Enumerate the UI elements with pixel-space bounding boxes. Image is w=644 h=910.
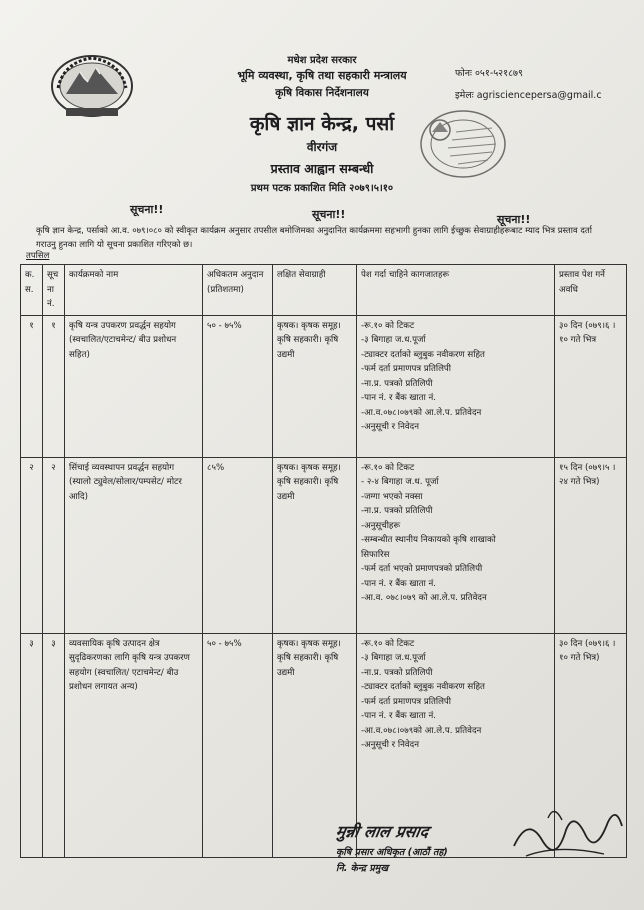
notice-heading-left: सूचना!! (130, 203, 164, 216)
document-item: -३ बिगाहा ज.ध.पूर्जा (361, 653, 426, 663)
tapasil-label: तपसिल (26, 251, 50, 261)
document-item: -आ.व. ०७८।०७९ को आ.ले.प. प्रतिवेदन (361, 593, 487, 603)
ministry-name: भूमि व्यवस्था, कृषि तथा सहकारी मन्त्रालय (237, 69, 407, 82)
header-sn: क. स. (21, 265, 43, 316)
header-grant: अधिकतम अनुदान (प्रतिशतमा) (203, 265, 273, 316)
row-sn: २ (21, 457, 43, 633)
row-program: सिंचाई व्यवस्थापन प्रवर्द्धन सहयोग (स्यालो ट्युवेल/सोलार/पम्पसेट/ मोटर आदि) (65, 457, 203, 633)
document-item: -रू.१० को टिकट (361, 462, 415, 473)
row-sn: ३ (21, 633, 43, 857)
notice-heading-right: सूचना!! (497, 213, 531, 226)
header-deadline: प्रस्ताव पेश गर्ने अवधि (555, 265, 627, 316)
row-program: कृषि यन्त्र उपकरण प्रवर्द्धन सहयोग (स्वचालित/एटाचमेन्ट/ बीउ प्रशोधन सहित) (65, 315, 203, 457)
notice-heading-center: सूचना!! (312, 208, 346, 221)
table-row (21, 457, 627, 633)
row-notice-no: २ (43, 457, 65, 633)
phone-number: फोनः ०५१-५२१८७९ (455, 68, 523, 79)
row-target: कृषक। कृषक समूह। कृषि सहकारी। कृषि उद्यमी (273, 315, 357, 457)
header-program: कार्यक्रमको नाम (65, 265, 203, 316)
notice-intro: कृषि ज्ञान केन्द्र, पर्साको आ.व. ०७९।०८० को स्वीकृत कार्यक्रम अनुसार तपसील बमोजिमका अनुदानित कार्यक्रममा सहभागी हुनका लागि ईच्छुक सेवाग्राहीहरूबाट म्याद भित्र प्रस्ताव दर्ता गराउनु हुनका लागि यो सूचना प्रकाशित गरिएको छ। (36, 226, 592, 250)
program-table (20, 264, 627, 858)
document-item: -ना.प्र. पत्रको प्रतिलिपी (361, 667, 433, 678)
document-item: सिफारिस (361, 549, 390, 560)
row-grant: ८५% (203, 457, 273, 633)
row-target: कृषक। कृषक समूह। कृषि सहकारी। कृषि उद्यमी (273, 633, 357, 857)
document-item: -जग्गा भएको नक्सा (361, 491, 423, 502)
office-seal-icon (418, 108, 508, 180)
signature-block (336, 820, 516, 874)
government-name: मधेश प्रदेश सरकार (287, 55, 357, 66)
document-item: -आ.व.०७८।०७९को आ.ले.प. प्रतिवेदन (361, 407, 482, 418)
document-item: -पान नं. र बैंक खाता नं. (361, 393, 437, 403)
signatory-name: मुन्नी लाल प्रसाद (334, 822, 430, 841)
document-item: -फर्म दर्ता प्रमाणपत्र प्रतिलिपी (361, 696, 452, 707)
document-item: -सम्बन्धीत स्थानीय निकायको कृषि शाखाको (361, 535, 496, 545)
directorate-name: कृषि विकास निर्देशनालय (275, 87, 369, 99)
document-item: -रू.१० को टिकट (361, 320, 415, 331)
document-item: -अनुसूची र निवेदन (361, 740, 420, 750)
signatory-role: नि. केन्द्र प्रमुख (336, 863, 389, 874)
row-program: व्यवसायिक कृषि उत्पादन क्षेत्र सुदृढिकरणका लागि कृषि यन्त्र उपकरण सहयोग (स्वचालित/ एटाचमेन्ट/ बीउ प्रशोधन लगायत अन्य) (65, 633, 203, 857)
document-item: -ट्याक्टर दर्ताको ब्लुबुक नवीकरण सहित (361, 349, 485, 360)
document-item: -पान नं. र बैंक खाता नं. (361, 578, 437, 589)
document-item: -ना.प्र. पत्रको प्रतिलिपी (361, 378, 433, 389)
row-grant: ५० - ७५% (203, 315, 273, 457)
office-name: कृषि ज्ञान केन्द्र, पर्सा (249, 113, 395, 135)
signature-scribble-icon (508, 796, 628, 868)
document-item: -३ बिगाहा ज.ध.पूर्जा (361, 335, 426, 345)
notice-subject: प्रस्ताव आह्वान सम्बन्धी (270, 161, 374, 176)
document-item: -अनुसूची र निवेदन (361, 422, 420, 432)
office-city: वीरगंज (306, 140, 338, 154)
row-notice-no: ३ (43, 633, 65, 857)
document-item: -आ.व.०७८।०७९को आ.ले.प. प्रतिवेदन (361, 725, 482, 736)
document-item: -ना.प्र. पत्रको प्रतिलिपी (361, 506, 433, 516)
row-grant: ५० - ७५% (203, 633, 273, 857)
published-date: प्रथम पटक प्रकाशित मिति २०७९।५।१० (250, 183, 394, 194)
row-deadline: ३० दिन (०७९।६ ।१० गते भित्र (555, 315, 627, 457)
document-item: -रू.१० को टिकट (361, 638, 415, 649)
table-row (21, 315, 627, 457)
row-documents (357, 457, 555, 633)
table-header-row (21, 265, 627, 316)
row-deadline: ३० दिन (०७९।६ ।१० गते भित्र) (555, 633, 627, 857)
signatory-designation: कृषि प्रसार अधिकृत (आठौं तह) (336, 847, 448, 858)
row-documents (357, 315, 555, 457)
document-item: -अनुसूचीहरू (361, 520, 401, 531)
row-sn: १ (21, 315, 43, 457)
header-notice-no: सूच ना नं. (43, 265, 65, 316)
email-address: इमेलः agrisciencepersa@gmail.c (455, 90, 602, 101)
document-item: -फर्म दर्ता भएको प्रमाणपत्रको प्रतिलिपी (361, 564, 483, 574)
document-item: -पान नं. र बैंक खाता नं. (361, 711, 437, 721)
row-notice-no: १ (43, 315, 65, 457)
row-deadline: १५ दिन (०७९।५ ।२४ गते भित्र) (555, 457, 627, 633)
header-target: लक्षित सेवाग्राही (273, 265, 357, 316)
header-documents: पेश गर्दा चाहिने कागजातहरू (357, 265, 555, 316)
document-item: -फर्म दर्ता प्रमाणपत्र प्रतिलिपी (361, 364, 452, 374)
document-item: - २-४ बिगाहा ज.ध. पूर्जा (361, 477, 439, 487)
document-item: -ट्याक्टर दर्ताको ब्लुबुक नवीकरण सहित (361, 682, 485, 692)
row-target: कृषक। कृषक समूह। कृषि सहकारी। कृषि उद्यमी (273, 457, 357, 633)
